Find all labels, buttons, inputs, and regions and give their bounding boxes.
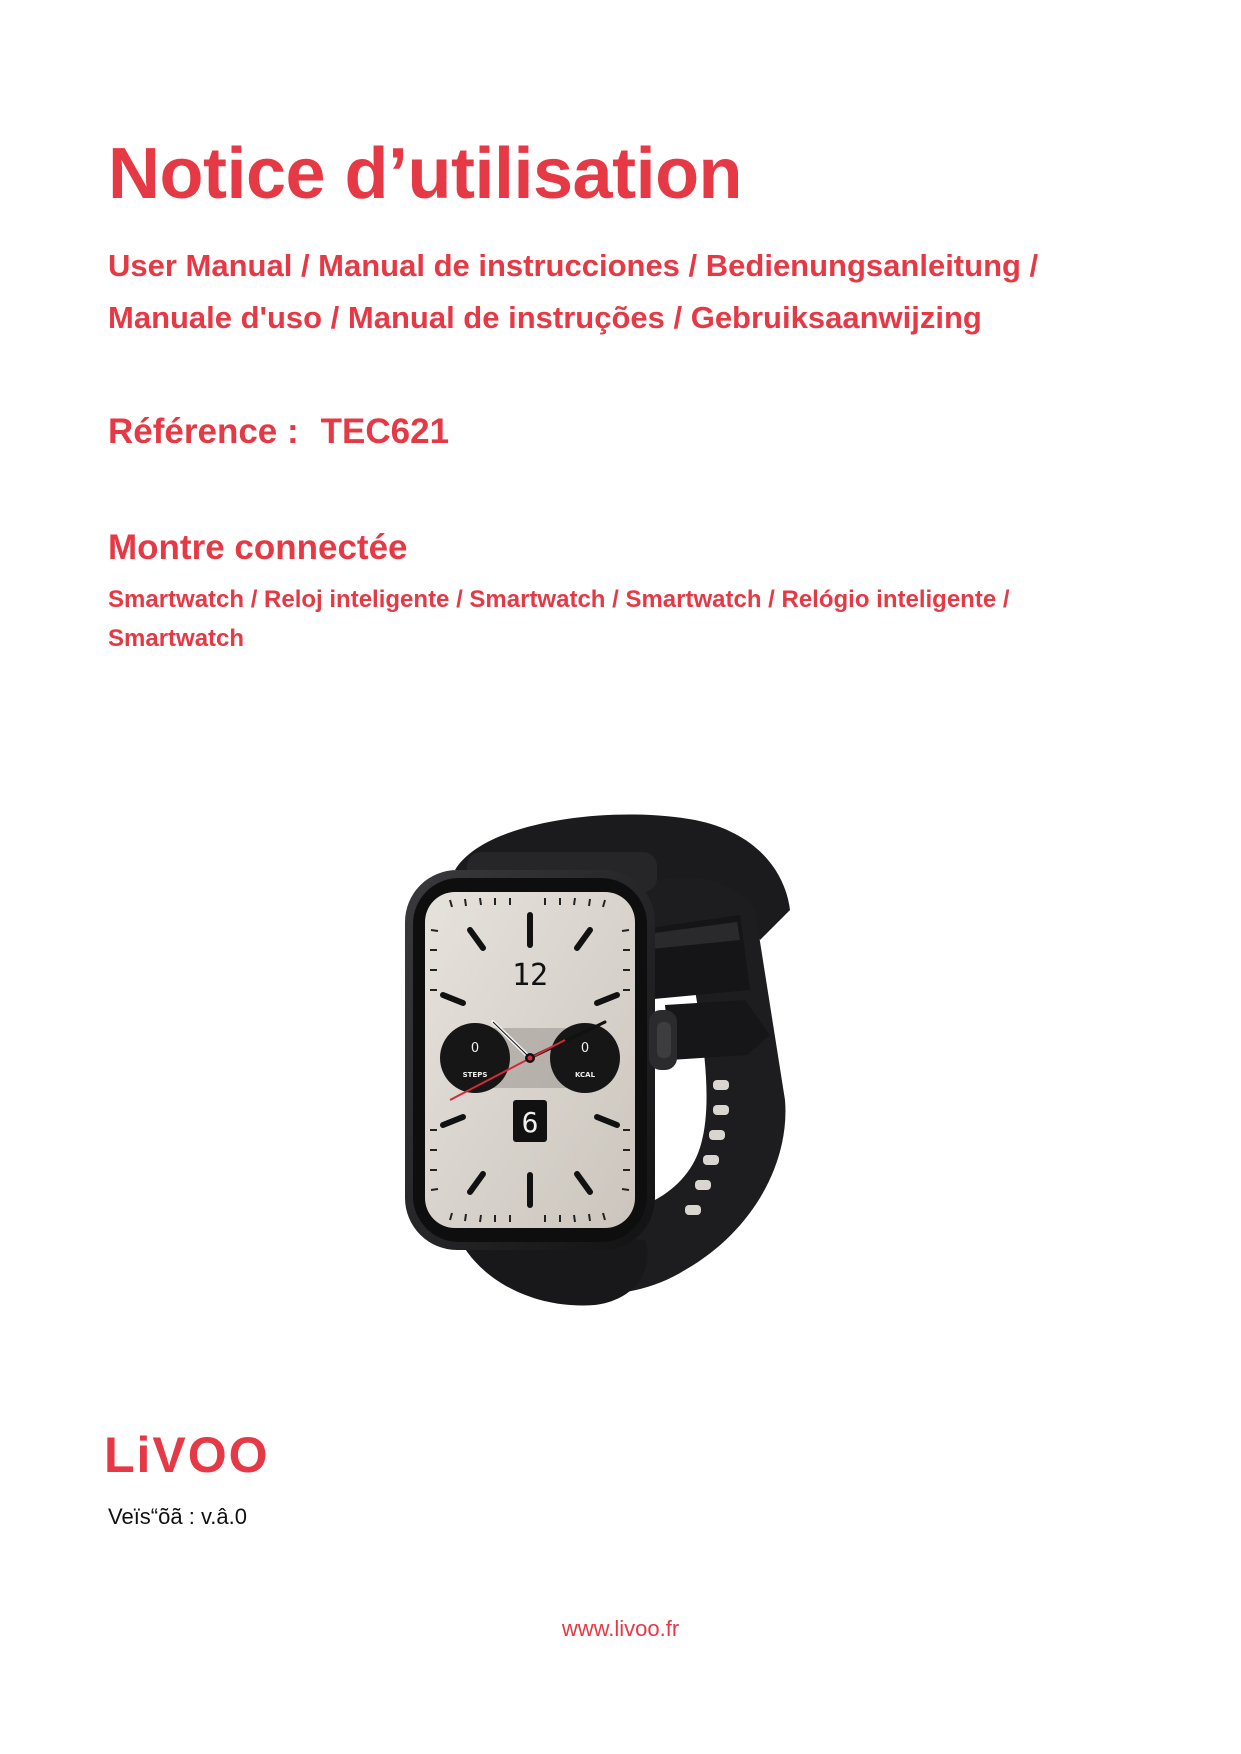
document-type-translations: User Manual / Manual de instrucciones / Bedienungsanleitung / Manuale d'uso / Manual de instruções / Gebruiksaanwijzing xyxy=(108,248,1039,335)
version-label: Veïs“õã : v.â.0 xyxy=(108,1504,248,1529)
watch-right-dial-value: 0 xyxy=(580,1041,590,1056)
reference-value: TEC621 xyxy=(320,412,450,451)
reference-label: Référence : xyxy=(108,412,299,451)
product-name: Montre connectée xyxy=(108,528,408,567)
reference-line xyxy=(108,414,449,449)
product-name-translations: Smartwatch / Reloj inteligente / Smartwatch / Smartwatch / Relógio inteligente / Smartwatch xyxy=(108,586,1010,652)
watch-numeral-6: 6 xyxy=(521,1106,539,1139)
watch-numeral-12: 12 xyxy=(511,958,549,993)
watch-left-dial-value: 0 xyxy=(470,1041,480,1056)
watch-right-dial-label: KCAL xyxy=(574,1071,596,1079)
watch-left-dial-label: STEPS xyxy=(462,1071,488,1079)
smartwatch-image xyxy=(395,800,865,1330)
website-link[interactable]: www.livoo.fr xyxy=(561,1616,680,1641)
brand-logo: LiVOO xyxy=(104,1427,270,1483)
page-title: Notice d’utilisation xyxy=(108,134,743,214)
